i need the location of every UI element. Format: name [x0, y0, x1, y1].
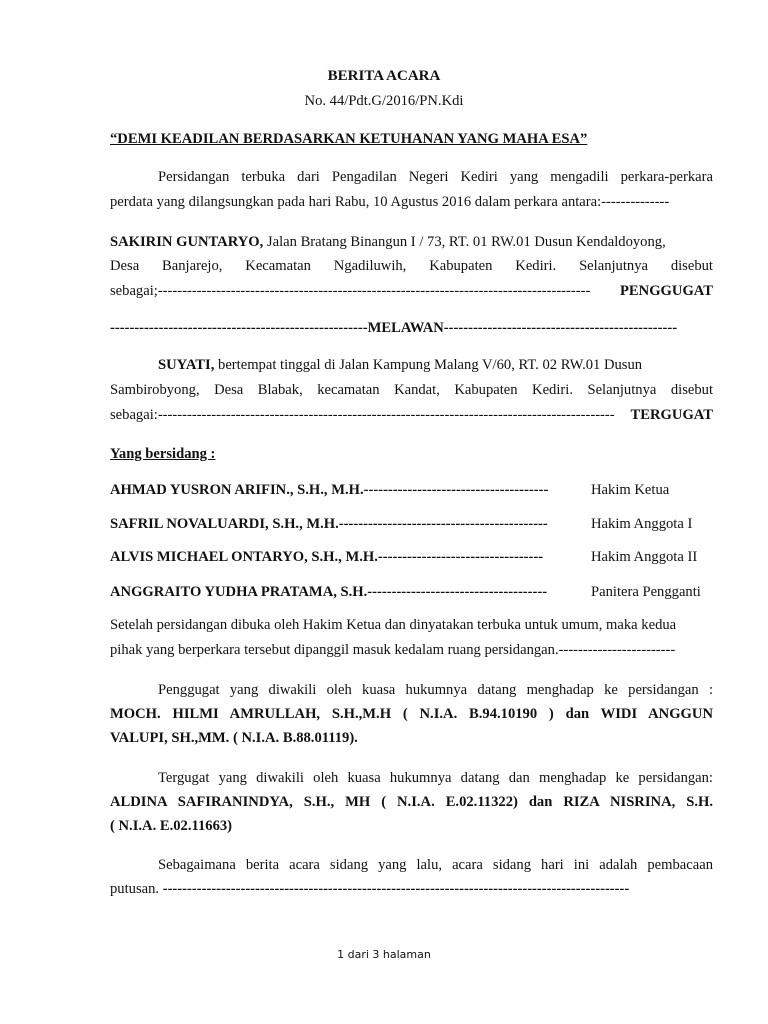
judge-name: SAFRIL NOVALUARDI, S.H., M.H.------------------------------------------- — [110, 516, 548, 532]
defendant-line-2: Sambirobyong, Desa Blabak, kecamatan Kandat, Kabupaten Kediri. Selanjutnya disebut — [110, 382, 713, 398]
defendant-sebagai: sebagai:---------------------------------------------------------------------------------------------- — [110, 407, 615, 423]
panel-member — [110, 584, 713, 601]
plaintiff-counsel-line-1: Penggugat yang diwakili oleh kuasa hukumnya datang menghadap ke persidangan : — [158, 682, 713, 698]
defendant-counsel-line-2: ALDINA SAFIRANINDYA, S.H., MH ( N.I.A. E.02.11322) dan RIZA NISRINA, S.H. — [110, 794, 713, 810]
judge-role: Hakim Ketua — [591, 482, 670, 498]
intro-line-1: Persidangan terbuka dari Pengadilan Negeri Kediri yang mengadili perkara-perkara — [158, 169, 713, 185]
panel-heading: Yang bersidang : — [110, 446, 216, 462]
case-number: No. 44/Pdt.G/2016/PN.Kdi — [304, 93, 464, 109]
plaintiff-line-1 — [110, 234, 713, 251]
plaintiff-address: Jalan Bratang Binangun I / 73, RT. 01 RW.01 Dusun Kendaldoyong, — [263, 234, 666, 250]
defendant-counsel-line-1: Tergugat yang diwakili oleh kuasa hukumnya datang dan menghadap ke persidangan: — [158, 770, 713, 786]
clerk-role: Panitera Pengganti — [591, 584, 701, 600]
defendant-counsel-line-3: ( N.I.A. E.02.11663) — [110, 818, 233, 834]
opening-line-1: Setelah persidangan dibuka oleh Hakim Ketua dan dinyatakan terbuka untuk umum, maka kedua — [110, 617, 677, 633]
plaintiff-name: SAKIRIN GUNTARYO, — [110, 234, 264, 250]
judge-role: Hakim Anggota II — [591, 549, 698, 565]
page-indicator: 1 dari 3 halaman — [337, 948, 431, 961]
plaintiff-counsel-line-2: MOCH. HILMI AMRULLAH, S.H.,M.H ( N.I.A. B.94.10190 ) dan WIDI ANGGUN — [110, 706, 713, 722]
defendant-line-1 — [158, 357, 713, 374]
defendant-address: bertempat tinggal di Jalan Kampung Malang V/60, RT. 02 RW.01 Dusun — [214, 357, 643, 373]
judge-role: Hakim Anggota I — [591, 516, 693, 532]
defendant-role: TERGUGAT — [627, 407, 713, 424]
judge-name: AHMAD YUSRON ARIFIN., S.H., M.H.-------------------------------------- — [110, 482, 549, 498]
plaintiff-counsel-line-3: VALUPI, SH.,MM. ( N.I.A. B.88.01119). — [110, 730, 358, 746]
motto-heading: “DEMI KEADILAN BERDASARKAN KETUHANAN YANG MAHA ESA” — [110, 131, 588, 147]
document-title: BERITA ACARA — [327, 68, 441, 84]
plaintiff-line-2: Desa Banjarejo, Kecamatan Ngadiluwih, Kabupaten Kediri. Selanjutnya disebut — [110, 258, 713, 274]
panel-member — [110, 549, 713, 566]
plaintiff-line-3 — [110, 283, 713, 300]
plaintiff-role: PENGGUGAT — [616, 283, 713, 300]
closing-dashes: ------------------------------------------------------------------------------------------------ — [162, 881, 630, 897]
intro-line-2: perdata yang dilangsungkan pada hari Rabu, 10 Agustus 2016 dalam perkara antara:-------------- — [110, 194, 670, 210]
defendant-name: SUYATI, — [158, 357, 215, 373]
clerk-name: ANGGRAITO YUDHA PRATAMA, S.H.------------------------------------- — [110, 584, 548, 600]
judge-name: ALVIS MICHAEL ONTARYO, S.H., M.H.---------------------------------- — [110, 549, 544, 565]
plaintiff-sebagai: sebagai;----------------------------------------------------------------------------------------- — [110, 283, 591, 299]
closing-putusan: putusan. — [110, 881, 163, 897]
defendant-line-3 — [110, 407, 713, 424]
melawan-divider: -----------------------------------------------------MELAWAN------------------------------------------------ — [110, 320, 678, 336]
panel-member — [110, 516, 713, 533]
opening-line-2: pihak yang berperkara tersebut dipanggil masuk kedalam ruang persidangan.------------------------ — [110, 642, 676, 658]
panel-member — [110, 482, 713, 499]
closing-line-1: Sebagaimana berita acara sidang yang lalu, acara sidang hari ini adalah pembacaan — [158, 857, 713, 873]
closing-line-2 — [110, 881, 713, 898]
